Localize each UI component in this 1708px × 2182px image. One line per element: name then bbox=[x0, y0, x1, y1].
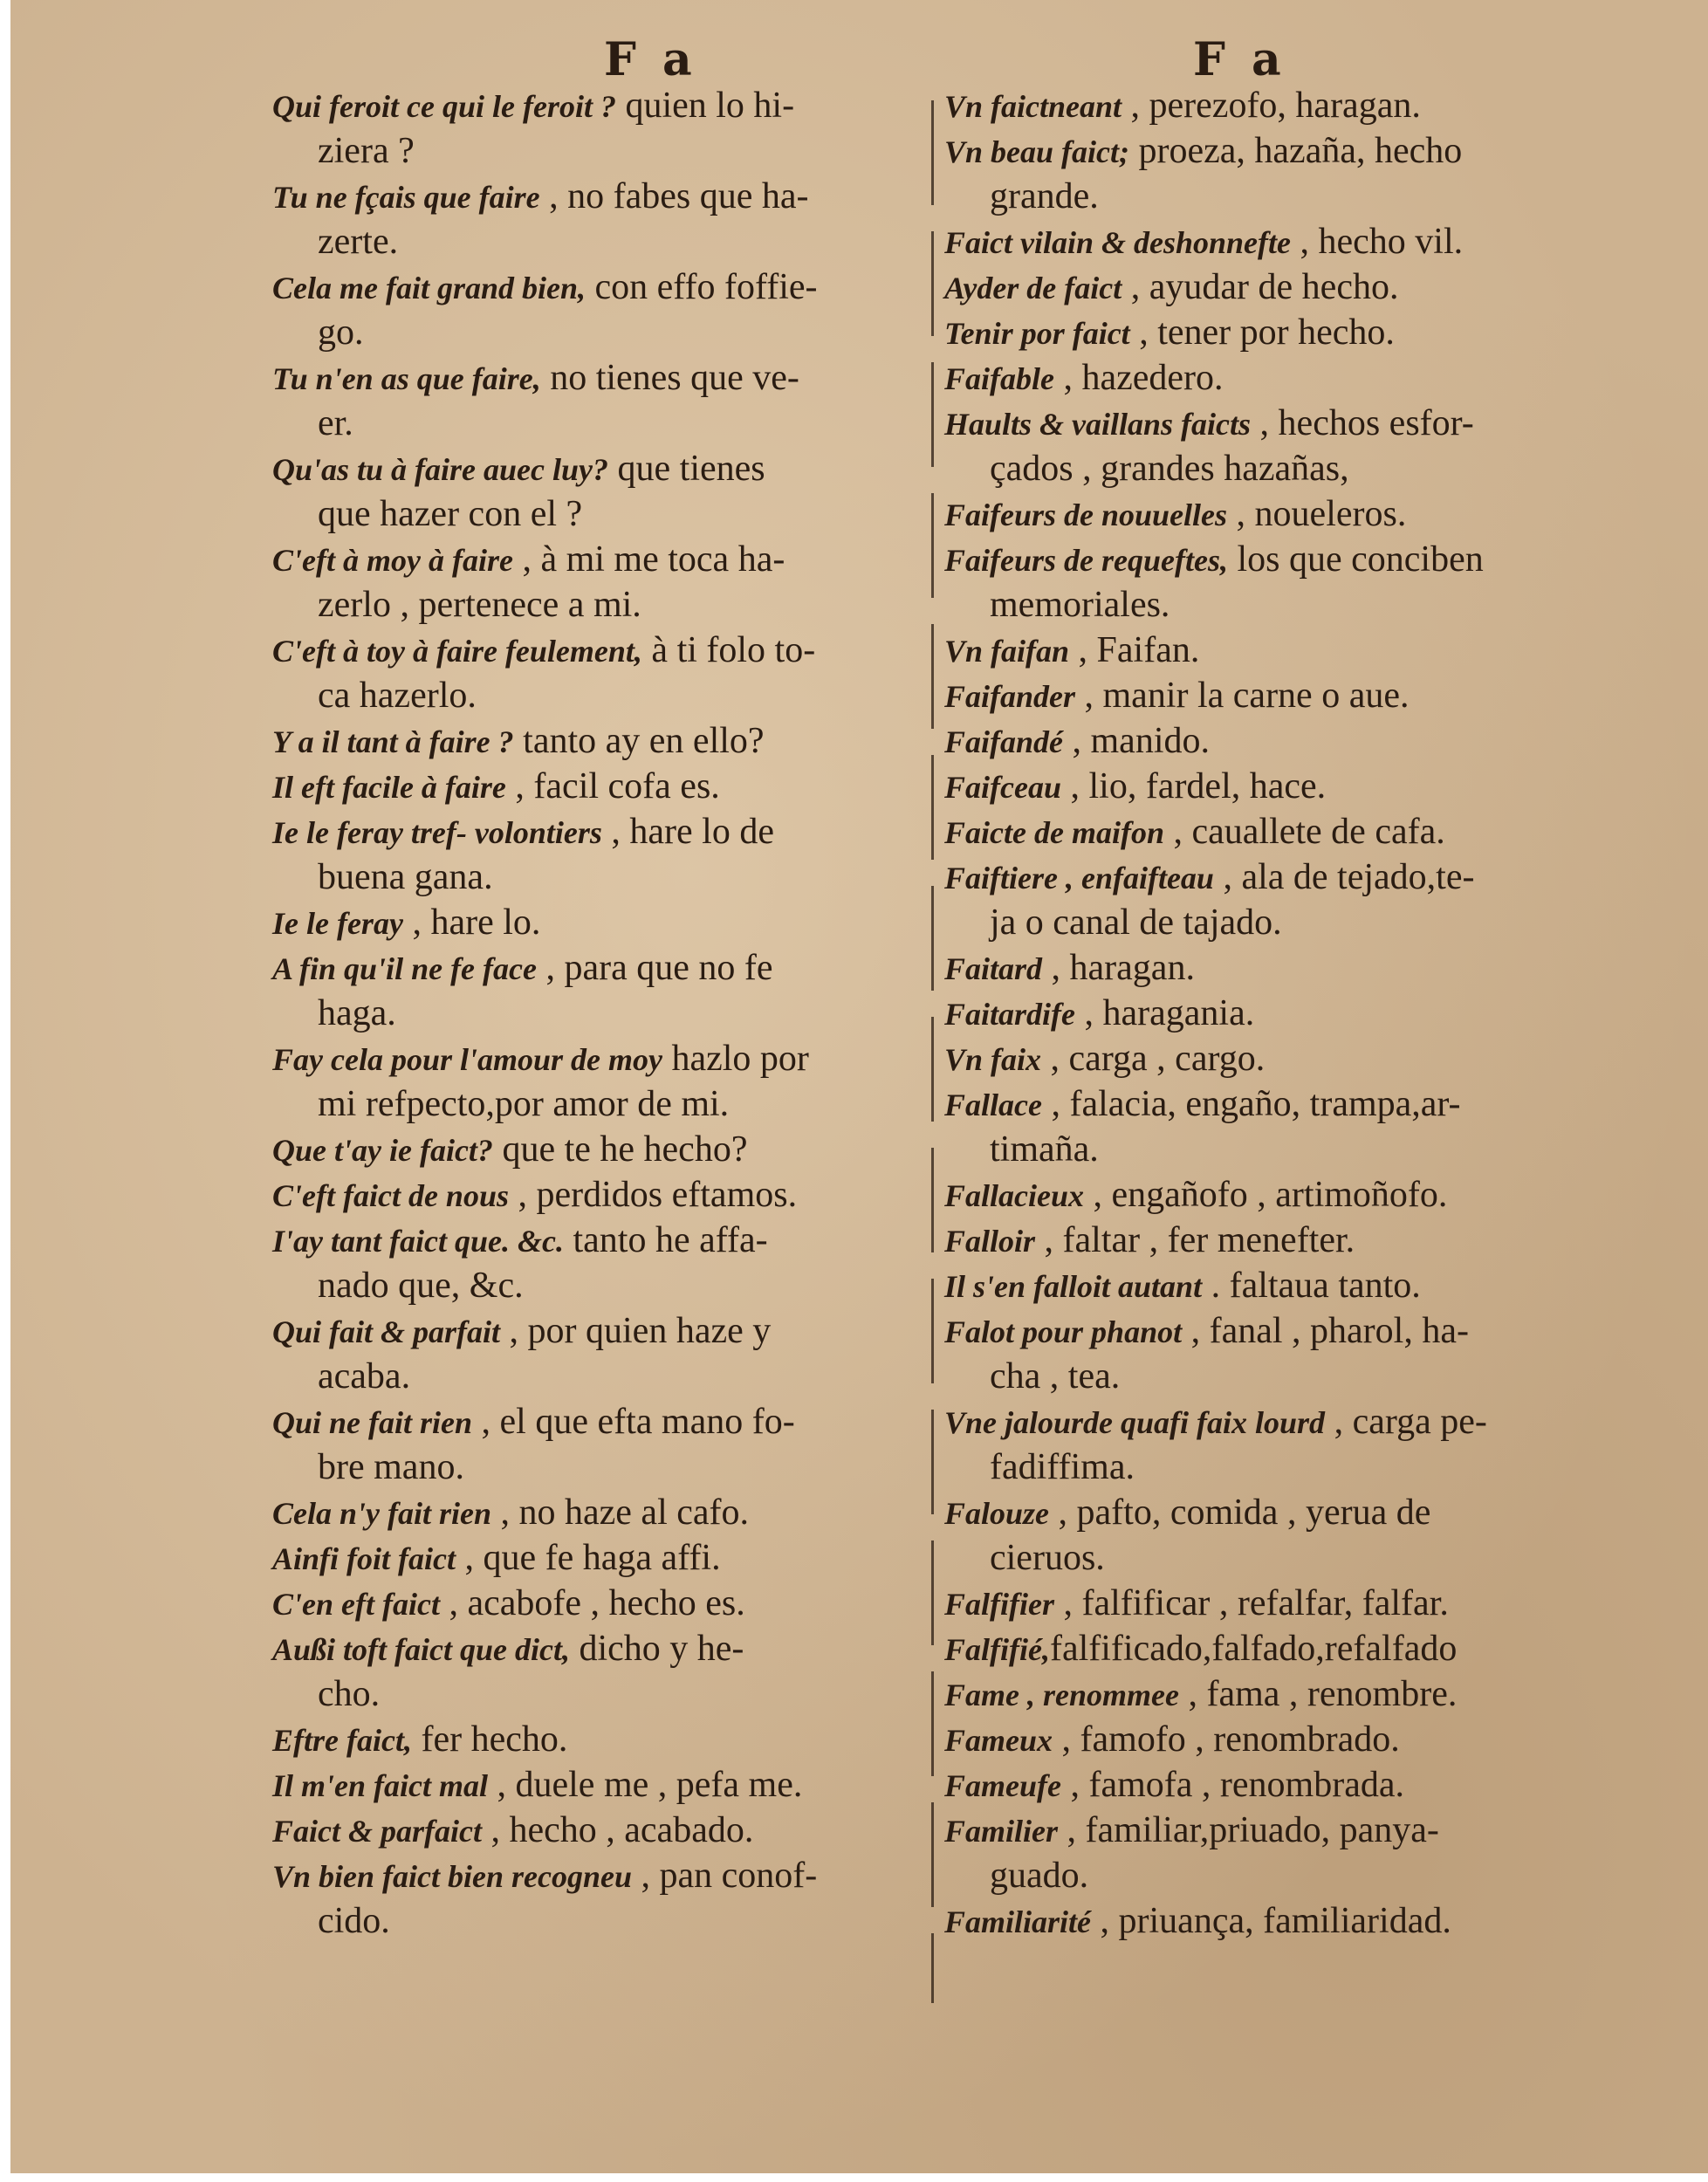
dictionary-entry bbox=[944, 310, 1669, 355]
dictionary-entry bbox=[944, 809, 1669, 854]
entry-line bbox=[944, 1671, 1669, 1717]
entry-line bbox=[944, 1081, 1669, 1127]
french-headword: Ainfi foit faict bbox=[272, 1541, 456, 1576]
entry-line bbox=[272, 1172, 936, 1218]
spanish-translation: , no fabes que ha- bbox=[539, 176, 809, 216]
entry-line bbox=[272, 628, 936, 673]
running-header-right: F a bbox=[1193, 33, 1286, 86]
spanish-translation: , fama , renombre. bbox=[1178, 1674, 1458, 1714]
french-headword: Falot pour phanot bbox=[944, 1314, 1183, 1349]
spanish-translation: à ti folo to- bbox=[641, 630, 816, 670]
entry-line bbox=[944, 310, 1669, 355]
entry-line bbox=[272, 718, 936, 764]
dictionary-entry bbox=[272, 264, 936, 355]
french-headword: Fameufe bbox=[944, 1768, 1061, 1803]
entry-line bbox=[272, 1762, 936, 1808]
entry-line bbox=[944, 1490, 1669, 1535]
entry-line bbox=[944, 1218, 1669, 1263]
spanish-translation: , haragania. bbox=[1075, 993, 1255, 1033]
spanish-translation: , que fe haga affi. bbox=[456, 1538, 721, 1578]
spanish-translation: , cauallete de cafa. bbox=[1163, 812, 1445, 852]
french-headword: Faicte de maifon bbox=[944, 815, 1164, 850]
french-headword: Vn faix bbox=[944, 1042, 1042, 1077]
entry-line bbox=[944, 628, 1669, 673]
spanish-translation: , ayudar de hecho. bbox=[1122, 267, 1399, 307]
french-headword: Vn faifan bbox=[944, 634, 1070, 669]
dictionary-entry bbox=[944, 537, 1669, 628]
spanish-translation: que te he hecho? bbox=[492, 1129, 748, 1170]
dictionary-entry bbox=[272, 1581, 936, 1626]
french-headword: C'eft faict de nous bbox=[272, 1178, 509, 1213]
entry-line bbox=[272, 1127, 936, 1172]
dictionary-entry bbox=[944, 991, 1669, 1036]
spanish-translation: , hecho vil. bbox=[1291, 222, 1464, 262]
dictionary-entry bbox=[944, 1036, 1669, 1081]
entry-line bbox=[944, 401, 1669, 446]
entry-line bbox=[944, 219, 1669, 264]
french-headword: Il eft facile à faire bbox=[272, 770, 506, 805]
dictionary-entry bbox=[944, 673, 1669, 718]
entry-line bbox=[944, 1808, 1669, 1853]
entry-continuation: cieruos. bbox=[990, 1538, 1105, 1578]
spanish-translation: , hare lo de bbox=[601, 812, 774, 852]
spanish-translation: , tener por hecho. bbox=[1129, 312, 1395, 353]
french-headword: Qui feroit ce qui le feroit ? bbox=[272, 89, 616, 124]
spanish-translation: , acabofe , hecho es. bbox=[439, 1583, 745, 1623]
french-headword: Vn faictneant bbox=[944, 89, 1122, 124]
entry-continuation: er. bbox=[318, 403, 353, 443]
french-headword: Tu n'en as que faire, bbox=[272, 361, 541, 396]
dictionary-entry bbox=[272, 1172, 936, 1218]
french-headword: Falouze bbox=[944, 1496, 1050, 1531]
french-headword: Faitardife bbox=[944, 997, 1075, 1032]
french-headword: Faifceau bbox=[944, 770, 1061, 805]
dictionary-entry bbox=[272, 900, 936, 945]
spanish-translation: , ala de tejado,te- bbox=[1213, 857, 1475, 897]
french-headword: C'en eft faict bbox=[272, 1587, 440, 1622]
french-headword: C'eft à toy à faire feulement, bbox=[272, 634, 642, 669]
spanish-translation: , famofo , renombrado. bbox=[1053, 1719, 1400, 1760]
dictionary-entry bbox=[272, 809, 936, 900]
book-page bbox=[10, 0, 1708, 2173]
spanish-translation: , faltar , fer menefter. bbox=[1035, 1220, 1355, 1260]
spanish-translation: quien lo hi- bbox=[615, 86, 795, 126]
dictionary-entry bbox=[944, 1399, 1669, 1490]
dictionary-entry bbox=[272, 355, 936, 446]
dictionary-entry bbox=[944, 355, 1669, 401]
spanish-translation: dicho y he- bbox=[569, 1629, 744, 1669]
entry-line bbox=[944, 1626, 1669, 1671]
entry-line bbox=[944, 718, 1669, 764]
spanish-translation: con effo foffie- bbox=[586, 267, 818, 307]
spanish-translation: , falacia, engaño, trampa,ar- bbox=[1041, 1084, 1461, 1124]
french-headword: Falfifié, bbox=[944, 1632, 1050, 1667]
entry-continuation: zerte. bbox=[318, 222, 399, 262]
french-headword: Faifander bbox=[944, 679, 1076, 714]
french-headword: Il m'en faict mal bbox=[272, 1768, 488, 1803]
entry-line bbox=[944, 1581, 1669, 1626]
entry-line bbox=[944, 537, 1669, 582]
spanish-translation: , à mi me toca ha- bbox=[512, 539, 785, 580]
french-headword: Y a il tant à faire ? bbox=[272, 724, 514, 759]
entry-line bbox=[272, 1308, 936, 1354]
french-headword: I'ay tant faict que. &c. bbox=[272, 1224, 564, 1259]
entry-line bbox=[272, 446, 936, 491]
entry-line bbox=[272, 174, 936, 219]
spanish-translation: , hechos esfor- bbox=[1251, 403, 1474, 443]
entry-continuation: ja o canal de tajado. bbox=[990, 902, 1282, 943]
spanish-translation: , el que efta mano fo- bbox=[472, 1402, 795, 1442]
spanish-translation: proeza, hazaña, hecho bbox=[1129, 131, 1463, 171]
spanish-translation: fer hecho. bbox=[411, 1719, 568, 1760]
entry-line bbox=[944, 1308, 1669, 1354]
dictionary-entry bbox=[272, 1535, 936, 1581]
dictionary-entry bbox=[272, 1626, 936, 1717]
dictionary-entry bbox=[944, 764, 1669, 809]
spanish-translation: , Faifan. bbox=[1069, 630, 1200, 670]
dictionary-entry bbox=[272, 1762, 936, 1808]
dictionary-entry bbox=[944, 1581, 1669, 1626]
entry-continuation: go. bbox=[318, 312, 364, 353]
french-headword: Faifable bbox=[944, 361, 1054, 396]
entry-continuation: zerlo , pertenece a mi. bbox=[318, 585, 641, 625]
french-headword: Faiftiere , enfaifteau bbox=[944, 861, 1214, 895]
entry-line bbox=[944, 854, 1669, 900]
spanish-translation: hazlo por bbox=[662, 1039, 809, 1079]
entry-line bbox=[272, 1808, 936, 1853]
french-headword: Cela me fait grand bien, bbox=[272, 271, 586, 305]
french-headword: Qu'as tu à faire auec luy? bbox=[272, 452, 609, 487]
spanish-translation: , priuança, familiaridad. bbox=[1091, 1901, 1451, 1941]
entry-continuation: cha , tea. bbox=[990, 1356, 1121, 1396]
french-headword: Tenir por faict bbox=[944, 316, 1130, 351]
french-headword: Vne jalourde quafi faix lourd bbox=[944, 1405, 1326, 1440]
french-headword: Fay cela pour l'amour de moy bbox=[272, 1042, 662, 1077]
french-headword: Familiarité bbox=[944, 1904, 1092, 1939]
entry-line bbox=[272, 1399, 936, 1444]
dictionary-entry bbox=[944, 1308, 1669, 1399]
french-headword: Falfifier bbox=[944, 1587, 1054, 1622]
dictionary-entry bbox=[272, 83, 936, 174]
french-headword: Tu ne fçais que faire bbox=[272, 180, 540, 215]
dictionary-entry bbox=[944, 718, 1669, 764]
entry-line bbox=[272, 1853, 936, 1898]
entry-continuation: buena gana. bbox=[318, 857, 493, 897]
entry-line bbox=[944, 945, 1669, 991]
dictionary-entry bbox=[944, 854, 1669, 945]
dictionary-entry bbox=[944, 1263, 1669, 1308]
dictionary-entry bbox=[944, 491, 1669, 537]
entry-line bbox=[272, 809, 936, 854]
entry-continuation: haga. bbox=[318, 993, 396, 1033]
french-headword: Fame , renommee bbox=[944, 1678, 1179, 1712]
entry-line bbox=[272, 1036, 936, 1081]
french-headword: Fallacieux bbox=[944, 1178, 1084, 1213]
entry-line bbox=[272, 1626, 936, 1671]
dictionary-entry bbox=[944, 1717, 1669, 1762]
french-headword: Faict vilain & deshonnefte bbox=[944, 225, 1292, 260]
dictionary-entry bbox=[944, 1808, 1669, 1898]
spanish-translation: que tienes bbox=[608, 449, 765, 489]
spanish-translation: tanto ay en ello? bbox=[513, 721, 765, 761]
spanish-translation: , falfificar , refalfar, falfar. bbox=[1053, 1583, 1449, 1623]
dictionary-entry bbox=[272, 537, 936, 628]
dictionary-entry bbox=[272, 1218, 936, 1308]
dictionary-entry bbox=[944, 1172, 1669, 1218]
dictionary-entry bbox=[944, 945, 1669, 991]
right-column bbox=[944, 83, 1669, 1944]
entry-line bbox=[272, 945, 936, 991]
entry-continuation: acaba. bbox=[318, 1356, 411, 1396]
french-headword: Cela n'y fait rien bbox=[272, 1496, 491, 1531]
dictionary-entry bbox=[272, 1717, 936, 1762]
entry-line bbox=[272, 1581, 936, 1626]
french-headword: Que t'ay ie faict? bbox=[272, 1133, 493, 1168]
entry-continuation: fadiffima. bbox=[990, 1447, 1135, 1487]
french-headword: Faifandé bbox=[944, 724, 1064, 759]
french-headword: Qui ne fait rien bbox=[272, 1405, 473, 1440]
entry-line bbox=[272, 537, 936, 582]
entry-line bbox=[272, 1218, 936, 1263]
spanish-translation: , perdidos eftamos. bbox=[508, 1175, 798, 1215]
dictionary-entry bbox=[272, 628, 936, 718]
french-headword: Ie le feray bbox=[272, 906, 403, 941]
entry-continuation: timaña. bbox=[990, 1129, 1099, 1170]
left-column bbox=[272, 83, 936, 1944]
french-headword: Qui fait & parfait bbox=[272, 1314, 501, 1349]
spanish-translation: , famofa , renombrada. bbox=[1060, 1765, 1404, 1805]
entry-line bbox=[944, 1762, 1669, 1808]
dictionary-entry bbox=[272, 446, 936, 537]
entry-line bbox=[944, 991, 1669, 1036]
entry-line bbox=[272, 1490, 936, 1535]
entry-continuation: çados , grandes hazañas, bbox=[990, 449, 1349, 489]
dictionary-entry bbox=[272, 718, 936, 764]
french-headword: Eftre faict, bbox=[272, 1723, 412, 1758]
french-headword: Fameux bbox=[944, 1723, 1053, 1758]
spanish-translation: , pan conof- bbox=[632, 1856, 818, 1896]
entry-line bbox=[272, 1535, 936, 1581]
entry-line bbox=[272, 1717, 936, 1762]
dictionary-entry bbox=[944, 1081, 1669, 1172]
dictionary-entry bbox=[944, 83, 1669, 128]
french-headword: Faifeurs de requeftes, bbox=[944, 543, 1228, 578]
dictionary-entry bbox=[944, 628, 1669, 673]
spanish-translation: , manido. bbox=[1063, 721, 1210, 761]
dictionary-entry bbox=[944, 1490, 1669, 1581]
french-headword: Faict & parfaict bbox=[272, 1814, 482, 1849]
french-headword: Familier bbox=[944, 1814, 1059, 1849]
french-headword: Vn beau faict; bbox=[944, 134, 1129, 169]
spanish-translation: , engañofo , artimoñofo. bbox=[1084, 1175, 1448, 1215]
entry-continuation: cido. bbox=[318, 1901, 390, 1941]
entry-continuation: ziera ? bbox=[318, 131, 415, 171]
dictionary-entry bbox=[944, 219, 1669, 264]
entry-continuation: nado que, &c. bbox=[318, 1266, 524, 1306]
dictionary-entry bbox=[272, 1490, 936, 1535]
entry-line bbox=[272, 83, 936, 128]
dictionary-entry bbox=[944, 1626, 1669, 1671]
dictionary-entry bbox=[272, 1308, 936, 1399]
dictionary-entry bbox=[272, 1853, 936, 1944]
spanish-translation: , noueleros. bbox=[1227, 494, 1407, 534]
spanish-translation: los que conciben bbox=[1227, 539, 1484, 580]
entry-continuation: guado. bbox=[990, 1856, 1089, 1896]
spanish-translation: , hare lo. bbox=[402, 902, 541, 943]
entry-line bbox=[944, 491, 1669, 537]
dictionary-entry bbox=[944, 401, 1669, 491]
entry-line bbox=[944, 809, 1669, 854]
entry-line bbox=[944, 128, 1669, 174]
french-headword: Ayder de faict bbox=[944, 271, 1122, 305]
spanish-translation: , hecho , acabado. bbox=[481, 1810, 754, 1850]
entry-line bbox=[272, 355, 936, 401]
spanish-translation: , pafto, comida , yerua de bbox=[1049, 1492, 1431, 1533]
french-headword: A fin qu'il ne fe face bbox=[272, 951, 537, 986]
entry-line bbox=[944, 1717, 1669, 1762]
french-headword: Haults & vaillans faicts bbox=[944, 407, 1252, 442]
dictionary-entry bbox=[272, 1399, 936, 1490]
entry-line bbox=[944, 764, 1669, 809]
entry-line bbox=[272, 900, 936, 945]
spanish-translation: , lio, fardel, hace. bbox=[1060, 766, 1327, 806]
french-headword: Falloir bbox=[944, 1224, 1036, 1259]
dictionary-entry bbox=[272, 174, 936, 264]
entry-continuation: que hazer con el ? bbox=[318, 494, 583, 534]
dictionary-entry bbox=[944, 1671, 1669, 1717]
spanish-translation: , carga , cargo. bbox=[1041, 1039, 1266, 1079]
spanish-translation: , facil cofa es. bbox=[505, 766, 720, 806]
dictionary-entry bbox=[272, 764, 936, 809]
dictionary-entry bbox=[944, 128, 1669, 219]
running-header-left: F a bbox=[604, 33, 697, 86]
spanish-translation: . faltaua tanto. bbox=[1202, 1266, 1421, 1306]
entry-line bbox=[944, 83, 1669, 128]
entry-continuation: ca hazerlo. bbox=[318, 676, 477, 716]
entry-continuation: grande. bbox=[990, 176, 1099, 216]
spanish-translation: , por quien haze y bbox=[500, 1311, 772, 1351]
french-headword: C'eft à moy à faire bbox=[272, 543, 513, 578]
spanish-translation: falfificado,falfado,refalfado bbox=[1049, 1629, 1458, 1669]
spanish-translation: , para que no fe bbox=[536, 948, 773, 988]
spanish-translation: , perezofo, haragan. bbox=[1122, 86, 1421, 126]
french-headword: Ie le feray tref- volontiers bbox=[272, 815, 602, 850]
entry-line bbox=[272, 764, 936, 809]
entry-line bbox=[944, 355, 1669, 401]
entry-continuation: cho. bbox=[318, 1674, 381, 1714]
dictionary-entry bbox=[272, 1127, 936, 1172]
spanish-translation: , manir la carne o aue. bbox=[1075, 676, 1410, 716]
entry-line bbox=[944, 673, 1669, 718]
entry-line bbox=[944, 1898, 1669, 1944]
dictionary-entry bbox=[944, 264, 1669, 310]
entry-line bbox=[944, 1036, 1669, 1081]
entry-continuation: memoriales. bbox=[990, 585, 1170, 625]
spanish-translation: , duele me , pefa me. bbox=[488, 1765, 803, 1805]
spanish-translation: , familiar,priuado, panya- bbox=[1058, 1810, 1439, 1850]
spanish-translation: , hazedero. bbox=[1053, 358, 1224, 398]
dictionary-entry bbox=[272, 945, 936, 1036]
french-headword: Fallace bbox=[944, 1088, 1042, 1122]
spanish-translation: , no haze al cafo. bbox=[491, 1492, 750, 1533]
entry-line bbox=[272, 264, 936, 310]
dictionary-entry bbox=[944, 1762, 1669, 1808]
entry-continuation: mi refpecto,por amor de mi. bbox=[318, 1084, 730, 1124]
dictionary-entry bbox=[944, 1898, 1669, 1944]
entry-line bbox=[944, 1172, 1669, 1218]
entry-line bbox=[944, 1399, 1669, 1444]
entry-line bbox=[944, 264, 1669, 310]
entry-line bbox=[944, 1263, 1669, 1308]
entry-continuation: bre mano. bbox=[318, 1447, 464, 1487]
french-headword: Außi toft faict que dict, bbox=[272, 1632, 570, 1667]
french-headword: Vn bien faict bien recogneu bbox=[272, 1859, 632, 1894]
french-headword: Il s'en falloit autant bbox=[944, 1269, 1203, 1304]
dictionary-entry bbox=[272, 1036, 936, 1127]
spanish-translation: , fanal , pharol, ha- bbox=[1182, 1311, 1469, 1351]
spanish-translation: tanto he affa- bbox=[563, 1220, 768, 1260]
dictionary-entry bbox=[944, 1218, 1669, 1263]
french-headword: Faifeurs de nouuelles bbox=[944, 497, 1228, 532]
french-headword: Faitard bbox=[944, 951, 1043, 986]
dictionary-entry bbox=[272, 1808, 936, 1853]
spanish-translation: , haragan. bbox=[1042, 948, 1195, 988]
spanish-translation: , carga pe- bbox=[1325, 1402, 1487, 1442]
spanish-translation: no tienes que ve- bbox=[540, 358, 799, 398]
